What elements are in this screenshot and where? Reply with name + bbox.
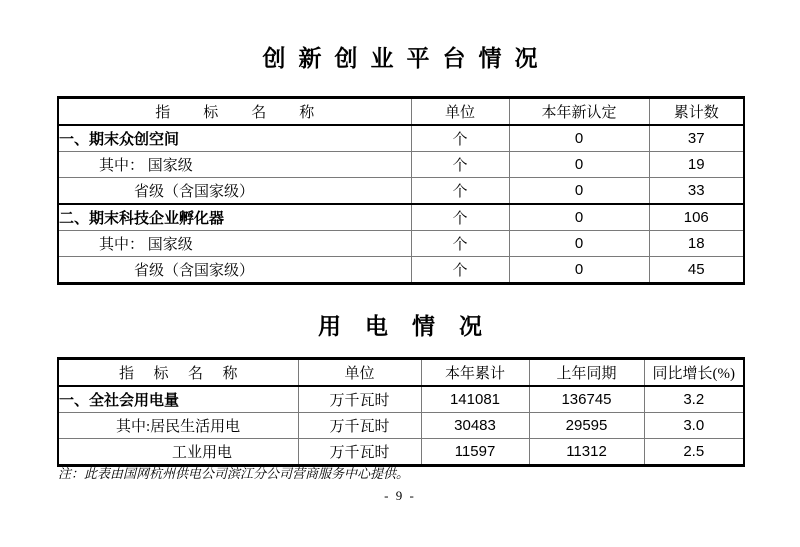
indicator-cell: 一、全社会用电量 <box>58 386 298 413</box>
value-cell: 0 <box>509 231 649 257</box>
value-cell: 0 <box>509 204 649 231</box>
value-cell: 0 <box>509 125 649 152</box>
table2-header-growth: 同比增长(%) <box>644 359 744 387</box>
table1-header-row <box>58 98 744 126</box>
indicator-cell: 工业用电 <box>58 439 298 466</box>
table2-header-prev: 上年同期 <box>529 359 644 387</box>
unit-cell: 万千瓦时 <box>298 439 421 466</box>
table1-header-unit: 单位 <box>411 98 509 126</box>
table-row <box>58 439 744 466</box>
unit-cell: 个 <box>411 231 509 257</box>
value-cell: 3.2 <box>644 386 744 413</box>
table1-header-new: 本年新认定 <box>509 98 649 126</box>
table-row <box>58 204 744 231</box>
value-cell: 2.5 <box>644 439 744 466</box>
indicator-cell: 其中： 国家级 <box>58 231 411 257</box>
value-cell: 18 <box>649 231 744 257</box>
value-cell: 37 <box>649 125 744 152</box>
unit-cell: 个 <box>411 204 509 231</box>
table-row <box>58 413 744 439</box>
value-cell: 0 <box>509 178 649 205</box>
indicator-cell: 二、期末科技企业孵化器 <box>58 204 411 231</box>
table-row <box>58 386 744 413</box>
indicator-cell: 省级（含国家级） <box>58 178 411 205</box>
value-cell: 3.0 <box>644 413 744 439</box>
value-cell: 19 <box>649 152 744 178</box>
value-cell: 106 <box>649 204 744 231</box>
source-note: 注：此表由国网杭州供电公司滨江分公司营商服务中心提供。 <box>58 466 410 481</box>
page-number: - 9 - <box>384 488 416 503</box>
unit-cell: 个 <box>411 152 509 178</box>
section2-title: 用电情况 <box>318 313 506 339</box>
unit-cell: 个 <box>411 125 509 152</box>
value-cell: 30483 <box>421 413 529 439</box>
value-cell: 11312 <box>529 439 644 466</box>
unit-cell: 万千瓦时 <box>298 386 421 413</box>
table-row <box>58 152 744 178</box>
table-row <box>58 231 744 257</box>
value-cell: 141081 <box>421 386 529 413</box>
unit-cell: 个 <box>411 178 509 205</box>
table2-header-unit: 单位 <box>298 359 421 387</box>
table-row <box>58 125 744 152</box>
value-cell: 11597 <box>421 439 529 466</box>
value-cell: 0 <box>509 152 649 178</box>
section1-title: 创新创业平台情况 <box>262 45 551 71</box>
table1-header-indicator: 指标名称 <box>58 98 411 126</box>
table2-header-indicator: 指标名称 <box>58 359 298 387</box>
table-row <box>58 257 744 284</box>
indicator-cell: 一、期末众创空间 <box>58 125 411 152</box>
innovation-platform-table <box>57 96 745 285</box>
value-cell: 45 <box>649 257 744 284</box>
table2-header-current: 本年累计 <box>421 359 529 387</box>
indicator-cell: 省级（含国家级） <box>58 257 411 284</box>
unit-cell: 万千瓦时 <box>298 413 421 439</box>
unit-cell: 个 <box>411 257 509 284</box>
value-cell: 136745 <box>529 386 644 413</box>
value-cell: 33 <box>649 178 744 205</box>
table1-header-total: 累计数 <box>649 98 744 126</box>
indicator-cell: 其中:居民生活用电 <box>58 413 298 439</box>
indicator-cell: 其中： 国家级 <box>58 152 411 178</box>
value-cell: 0 <box>509 257 649 284</box>
table2-header-row <box>58 359 744 387</box>
value-cell: 29595 <box>529 413 644 439</box>
electricity-usage-table <box>57 357 745 467</box>
table-row <box>58 178 744 205</box>
